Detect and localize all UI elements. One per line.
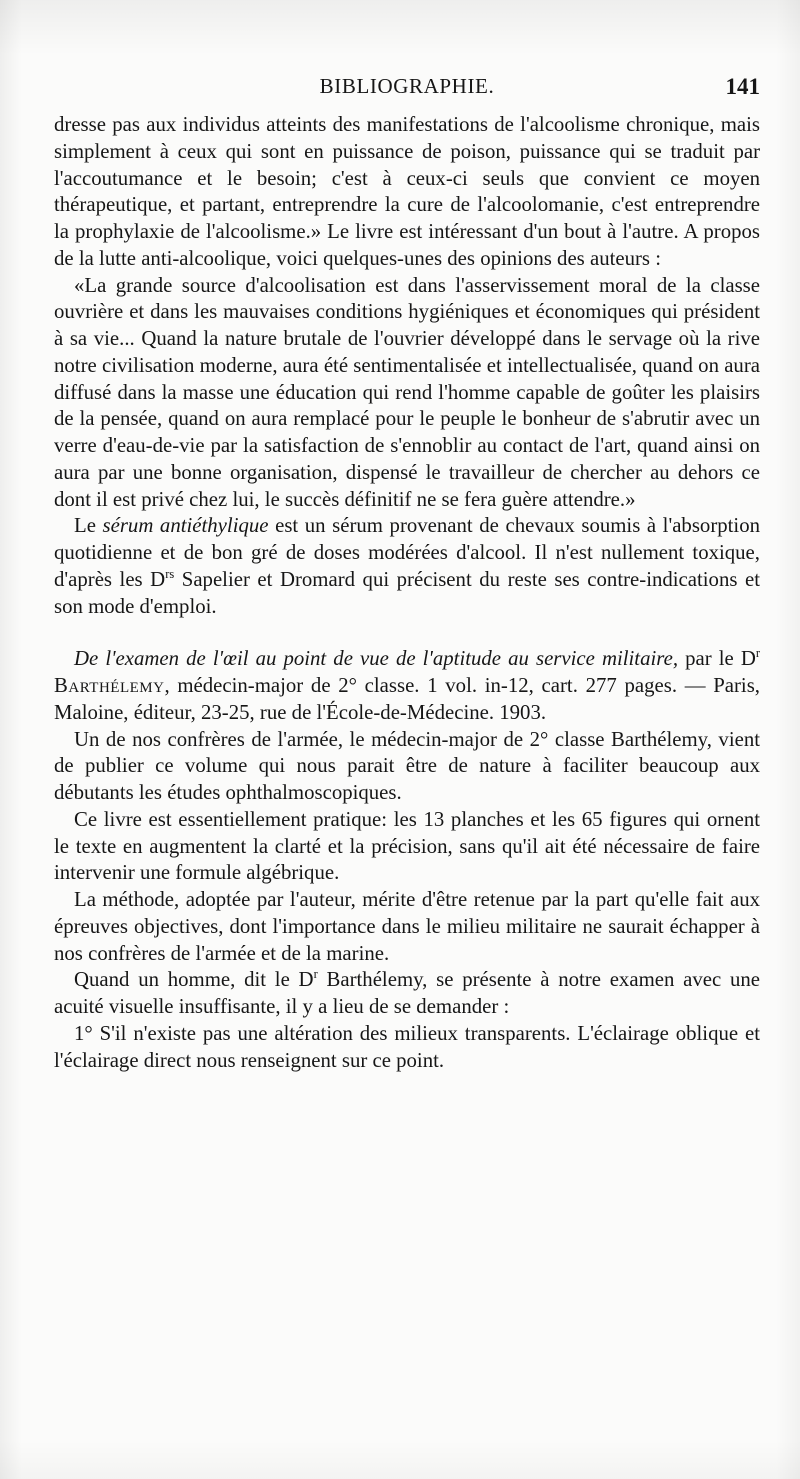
- serum-text-middle: est un sérum provenant de chevaux soumis à l'absorption quotidienne et de bon gré de doses modérées d'alcool. Il n'est nullement toxique, d'après les D: [54, 514, 760, 591]
- doctors-abbrev-sup: rs: [165, 566, 175, 581]
- book-title: De l'examen de l'œil au point de vue de l'aptitude au service militaire,: [74, 647, 679, 671]
- book-author: Barthélemy: [54, 674, 165, 697]
- serum-text-start: Le: [74, 514, 96, 538]
- paragraph-serum: [54, 513, 760, 620]
- serum-text-end: Sapelier et Dromard qui précisent du reste ses contre-indications et son mode d'emploi.: [54, 567, 760, 618]
- book-by: par le D: [685, 647, 756, 671]
- book-entry: [54, 646, 760, 726]
- page-number: 141: [725, 74, 760, 99]
- book-details: , médecin-major de 2° classe. 1 vol. in-12, cart. 277 pages. — Paris, Maloine, éditeur, 23-25, rue de l'École-de-Médecine. 1903.: [54, 674, 760, 724]
- review-p4-end: Barthélemy, se présente à notre examen avec une acuité visuelle insuffisante, il y a lieu de se demander :: [54, 968, 760, 1018]
- paragraph-quote-alcoolisation: «La grande source d'alcoolisation est dans l'asservissement moral de la classe ouvrière et dans les mauvaises conditions hygiéniques et économiques qui président à sa vie... Quand la nature brutale de l'ouvrier développé dans le servage où la rive notre civilisation moderne, aura été sentimentalisée et intellectualisée, quand on aura diffusé dans la masse une éducation qui rend l'homme capable de goûter les plaisirs de la pensée, quand on aura remplacé pour le peuple le bonheur de s'abrutir avec un verre d'eau-de-vie par la satisfaction de s'ennoblir au contact de l'art, quand ainsi on aura par une bonne organisation, dispensé le travailleur de chercher au dehors ce dont il est privé chez lui, le succès définitif ne se fera guère attendre.»: [54, 273, 760, 511]
- review-paragraph-3: La méthode, adoptée par l'auteur, mérite d'être retenue par la part qu'elle fait aux épreuves objectives, dont l'importance dans le milieu militaire ne saurait échapper à nos confrères de l'armée et de la marine.: [54, 888, 760, 965]
- review-paragraph-5: 1° S'il n'existe pas une altération des milieux transparents. L'éclairage oblique et l'éclairage direct nous renseignent sur ce point.: [54, 1021, 760, 1072]
- review-paragraph-4: [54, 967, 760, 1021]
- review-paragraph-1: Un de nos confrères de l'armée, le médecin-major de 2° classe Barthélemy, vient de publier ce volume qui nous parait être de nature à faciliter beaucoup aux débutants les études ophthalmoscopiques.: [54, 727, 760, 804]
- doctor-abbrev-sup-2: r: [313, 967, 318, 982]
- running-head: BIBLIOGRAPHIE.: [319, 74, 495, 98]
- serum-name: sérum antiéthylique: [102, 514, 269, 538]
- page-body: [54, 112, 760, 1074]
- doctor-abbrev-sup: r: [755, 646, 761, 661]
- section-gap: [54, 620, 760, 646]
- review-p4-start: Quand un homme, dit le D: [74, 968, 314, 992]
- paragraph-alcoolisme-continuation: dresse pas aux individus atteints des manifestations de l'alcoolisme chronique, mais simplement à ceux qui sont en puissance de poison, puissance qui se traduit par l'accoutumance et le besoin; c'est à ceux-ci seuls que convient ce moyen thérapeutique, et partant, entreprendre la cure de l'alcoolomanie, c'est entreprendre la prophylaxie de l'alcoolisme.» Le livre est intéressant d'un bout à l'autre. A propos de la lutte anti-alcoolique, voici quelques-unes des opinions des auteurs :: [54, 113, 760, 270]
- review-paragraph-2: Ce livre est essentiellement pratique: les 13 planches et les 65 figures qui ornent le texte en augmentent la clarté et la précision, sans qu'il ait été nécessaire de faire intervenir une formule algébrique.: [54, 807, 760, 885]
- page-header: [54, 72, 760, 106]
